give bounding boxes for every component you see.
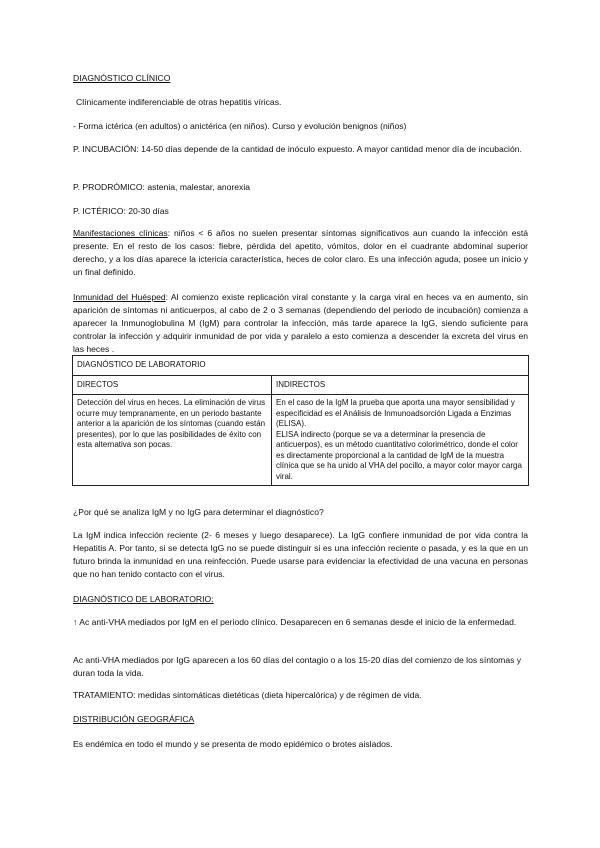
distribucion-paragraph: Es endémica en todo el mundo y se presenta de modo epidémico o brotes aislados.: [73, 739, 393, 749]
respuesta-paragraph: La IgM indica infección reciente (2- 6 meses y luego desaparece). La IgG confiere inmunidad de por vida contra la Hepatitis A. Por tanto, si se detecta IgG no se puede distinguir si es una infección reciente o pasada, y es la que en un futuro brinda la inmunidad en una reinfección. Puede usarse para evidenciar la efectividad de una vacuna en personas que no han tenido contacto con el virus.: [73, 530, 528, 579]
section-title-distribucion: DISTRIBUCIÓN GEOGRÁFICA: [73, 714, 195, 724]
inmunidad-paragraph: [73, 291, 528, 356]
manifestaciones-label: Manifestaciones clínicas: [73, 228, 168, 238]
prodromico-paragraph: P. PRODRÓMICO: astenia, malestar, anorexia: [73, 182, 251, 192]
table-cell-indirectos: [272, 395, 529, 486]
table-header-indirectos: INDIRECTOS: [272, 375, 529, 395]
pregunta-paragraph: ¿Por qué se analiza IgM y no IgG para determinar el diagnóstico?: [73, 507, 324, 517]
table-header-directos: DIRECTOS: [73, 375, 272, 395]
incubacion-paragraph: P. INCUBACIÓN: 14-50 días depende de la cantidad de inóculo expuesto. A mayor cantidad menor día de incubación.: [73, 144, 522, 154]
section-title-clinico: DIAGNÓSTICO CLÍNICO: [73, 73, 171, 83]
icterico-paragraph: P. ICTÉRICO: 20-30 días: [73, 206, 169, 216]
indirectos-elisa-indirecto-text: ELISA indirecto (porque se va a determinar la presencia de anticuerpos), es un método cuantitativo colorimétrico, donde el color es directamente proporcional a la cantidad de IgM de la muestra clínica que se ha unido al VHA del pocillo, a mayor color mayor carga viral.: [276, 429, 522, 481]
table-title-cell: DIAGNÓSTICO DE LABORATORIO: [73, 356, 529, 376]
igm-paragraph: ↑ Ac anti-VHA mediados por IgM en el periodo clínico. Desaparecen en 6 semanas desde el inicio de la enfermedad.: [73, 617, 517, 627]
manifestaciones-text: : niños < 6 años no suelen presentar síntomas significativos aun cuando la infección está presente. En el resto de los casos: fiebre, pérdida del apetito, vómitos, dolor en el cuadrante abdominal superior derecho, y a los días aparece la ictericia característica, heces de color claro. Es una infección aguda, posee un inicio y un final definido.: [73, 228, 528, 277]
manifestaciones-paragraph: [73, 227, 528, 279]
tratamiento-paragraph: TRATAMIENTO: medidas sintomáticas dietéticas (dieta hipercalórica) y de régimen de vida.: [73, 690, 422, 700]
section-title-laboratorio: DIAGNÓSTICO DE LABORATORIO:: [73, 594, 214, 604]
laboratorio-table: [72, 355, 529, 486]
inmunidad-label: Inmunidad del Huésped: [73, 292, 166, 302]
igg-paragraph: Ac anti-VHA mediados por IgG aparecen a los 60 días del contagio o a los 15-20 días del comienzo de los síntomas y duran toda la vida.: [73, 655, 522, 678]
intro-paragraph: Clínicamente indiferenciable de otras hepatitis víricas.: [76, 97, 282, 107]
inmunidad-text: : Al comienzo existe replicación viral constante y la carga viral en heces va en aumento, sin aparición de síntomas ni anticuerpos, al cabo de 2 o 3 semanas (dependiendo del periodo de incubación) comienza a aparecer la Inmunoglobulina M (IgM) para controlar la infección, más tarde aparece la IgG, siendo suficiente para controlar la infección y adquirir inmunidad de por vida y paralelo a esto comienza a descender la excreta del virus en las heces .: [73, 292, 528, 354]
formas-paragraph: - Forma ictérica (en adultos) o anictérica (en niños). Curso y evolución benignos (niños): [73, 121, 407, 131]
indirectos-elisa-text: En el caso de la IgM la prueba que aporta una mayor sensibilidad y especificidad es el Análisis de Inmunoadsorción Ligada a Enzimas (ELISA).: [276, 398, 515, 428]
table-cell-directos: Detección del virus en heces. La eliminación de virus ocurre muy tempranamente, en un periodo bastante anterior a la aparición de los síntomas (cuando están presentes), por lo que las posibilidades de éxito con esta alternativa son pocas.: [73, 395, 272, 486]
